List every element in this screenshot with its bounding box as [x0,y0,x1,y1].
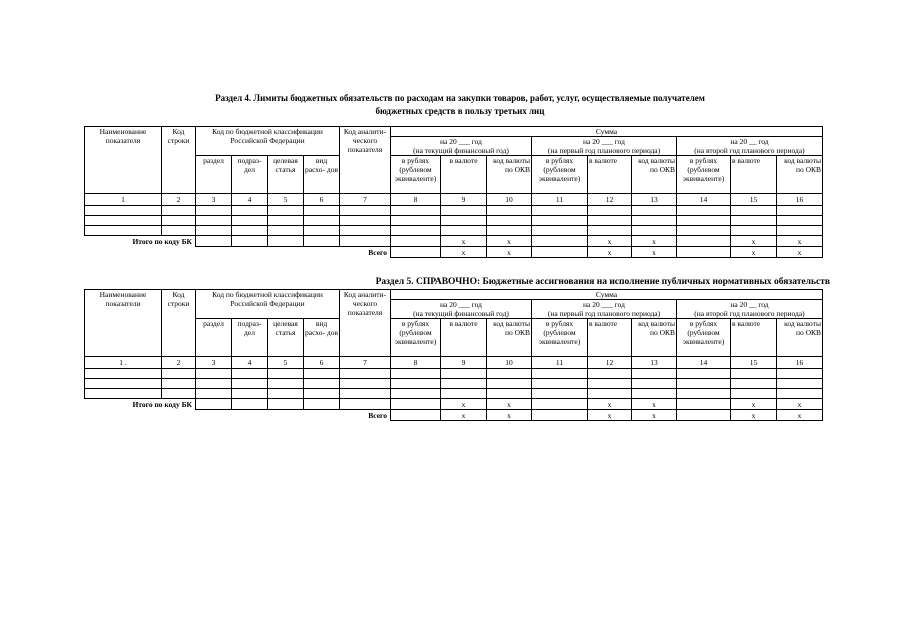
header-rub-3: в рублях (рублевом эквиваленте) [677,156,731,194]
col-num: 14 [677,357,731,369]
cell [731,369,777,379]
cell [588,226,632,236]
total-row [85,410,823,421]
cell [340,399,391,410]
header-subsection: подраз- дел [232,156,268,194]
cell [232,389,268,399]
cell [232,226,268,236]
header-expense-type: вид расхо- дов [304,156,340,194]
col-num: 1 [85,194,162,206]
section4-title [150,92,770,118]
cell [677,206,731,216]
cell [196,226,232,236]
col-num: 3 [196,194,232,206]
col-num: 3 [196,357,232,369]
total-label: Всего [368,247,387,257]
x-mark: x [731,410,777,421]
header-expense-type: вид расхо- дов [304,319,340,357]
section4-title-line1: Раздел 4. Лимиты бюджетных обязательств по расходам на закупки товаров, работ, услуг, осуществляемые получателем [215,93,705,103]
header-period2 [532,137,677,156]
cell [304,379,340,389]
col-num: 9 [441,194,487,206]
period2-year: на 20 ___ год [583,137,625,146]
cell [232,206,268,216]
cell [391,410,441,421]
cell [441,226,487,236]
cell [268,410,304,421]
x-mark: x [632,399,677,410]
cell [588,379,632,389]
col-num: 2 [162,194,196,206]
total-bk-row [85,399,823,410]
header-analytic-code: Код аналити- ческого показателя [340,127,391,194]
x-mark: x [777,247,823,258]
cell [677,216,731,226]
x-mark: x [588,236,632,247]
col-num: 11 [532,357,588,369]
col-num: 15 [731,194,777,206]
cell [632,226,677,236]
cell [232,369,268,379]
section4-title-line2: бюджетных средств в пользу третьих лиц [375,106,545,116]
header-subsection: подраз- дел [232,319,268,357]
cell [441,369,487,379]
cell [340,236,391,247]
cell [196,369,232,379]
cell [196,379,232,389]
col-num: 10 [487,194,532,206]
total-bk-row [85,236,823,247]
cell [677,226,731,236]
cell [487,226,532,236]
cell [232,399,268,410]
period3-desc: (на второй год планового периода) [694,309,805,318]
col-num: 12 [588,357,632,369]
cell [532,216,588,226]
header-period1 [391,137,532,156]
header-rub-2: в рублях (рублевом эквиваленте) [532,156,588,194]
header-currency-1: в валюте [441,156,487,194]
header-row-code: Код строки [162,290,196,357]
cell [532,379,588,389]
cell [532,410,588,421]
cell [268,247,304,258]
cell [588,389,632,399]
cell [85,206,162,216]
cell [391,236,441,247]
x-mark: x [777,399,823,410]
header-currency-2: в валюте [588,319,632,357]
header-rub-1: в рублях (рублевом эквиваленте) [391,319,441,357]
header-okv-1: код валюты по ОКВ [487,156,532,194]
x-mark: x [777,410,823,421]
x-mark: x [487,410,532,421]
cell [391,206,441,216]
table-row [85,216,823,226]
cell [340,206,391,216]
cell [731,206,777,216]
header-analytic-code: Код аналити- ческого показателя [340,290,391,357]
column-numbers-row [85,194,823,206]
col-num: 13 [632,194,677,206]
cell [777,206,823,216]
table-row [85,206,823,216]
period1-year: на 20 ___ год [440,300,482,309]
cell [196,399,232,410]
cell [391,216,441,226]
header-row-code: Код строки [162,127,196,194]
header-currency-2: в валюте [588,156,632,194]
cell [304,236,340,247]
x-mark: x [632,236,677,247]
cell [632,369,677,379]
header-rub-3: в рублях (рублевом эквиваленте) [677,319,731,357]
cell [232,216,268,226]
x-mark: x [441,410,487,421]
col-num: 4 [232,194,268,206]
header-period3 [677,300,823,319]
col-num: 11 [532,194,588,206]
x-mark: x [588,410,632,421]
cell [304,369,340,379]
cell [85,379,162,389]
header-currency-3: в валюте [731,319,777,357]
cell [532,389,588,399]
col-num: 1 . [85,357,162,369]
total-label: Всего [368,410,387,420]
header-bk-code: Код по бюджетной классификации Российской Федерации [196,127,340,156]
cell [232,410,268,421]
period2-desc: (на первый год планового периода) [547,309,661,318]
cell [196,206,232,216]
cell [304,389,340,399]
cell [268,226,304,236]
cell [268,389,304,399]
period1-year: на 20 ___ год [440,137,482,146]
cell [391,247,441,258]
col-num: 10 [487,357,532,369]
header-currency-1: в валюте [441,319,487,357]
period2-year: на 20 ___ год [583,300,625,309]
cell [268,206,304,216]
cell [232,379,268,389]
cell [232,236,268,247]
x-mark: x [632,247,677,258]
header-indicator-name: Наименование показателя [85,127,162,194]
total-bk-label: Итого по коду БК [132,236,192,246]
table-row [85,369,823,379]
cell [304,206,340,216]
header-okv-2: код валюты по ОКВ [632,156,677,194]
cell [196,216,232,226]
period1-desc: (на текущий финансовый год) [413,146,509,155]
col-num: 2 [162,357,196,369]
cell [196,236,232,247]
cell [532,236,588,247]
cell [196,389,232,399]
cell [268,236,304,247]
cell [677,236,731,247]
cell [391,399,441,410]
cell [391,379,441,389]
cell [441,389,487,399]
col-num: 16 [777,357,823,369]
cell [677,410,731,421]
col-num: 15 [731,357,777,369]
cell [162,379,196,389]
cell [162,226,196,236]
x-mark: x [731,236,777,247]
cell [85,226,162,236]
x-mark: x [487,247,532,258]
col-num: 14 [677,194,731,206]
cell [85,410,162,421]
header-okv-1: код валюты по ОКВ [487,319,532,357]
x-mark: x [731,247,777,258]
cell [532,399,588,410]
header-period1 [391,300,532,319]
header-okv-2: код валюты по ОКВ [632,319,677,357]
cell [677,247,731,258]
cell [268,399,304,410]
cell [487,379,532,389]
header-rub-2: в рублях (рублевом эквиваленте) [532,319,588,357]
cell [777,226,823,236]
cell [632,389,677,399]
col-num: 12 [588,194,632,206]
x-mark: x [487,236,532,247]
cell [340,216,391,226]
header-target: целевая статья [268,156,304,194]
header-okv-3: код валюты по ОКВ [777,319,823,357]
col-num: 8 [391,194,441,206]
x-mark: x [441,399,487,410]
header-rub-1: в рублях (рублевом эквиваленте) [391,156,441,194]
x-mark: x [731,399,777,410]
x-mark: x [588,247,632,258]
section5-title: Раздел 5. СПРАВОЧНО: Бюджетные ассигнования на исполнение публичных нормативных обязательств [375,277,830,287]
cell [731,379,777,389]
col-num: 7 [340,357,391,369]
cell [304,410,340,421]
cell [340,379,391,389]
header-target: целевая статья [268,319,304,357]
cell [632,206,677,216]
x-mark: x [441,236,487,247]
cell [162,369,196,379]
x-mark: x [632,410,677,421]
cell [391,389,441,399]
cell [677,389,731,399]
cell [532,369,588,379]
period3-year: на 20 __ год [730,300,769,309]
header-sum: Сумма [391,127,823,137]
x-mark: x [777,236,823,247]
cell [340,369,391,379]
cell [304,247,340,258]
header-section: раздел [196,319,232,357]
cell [588,206,632,216]
header-sum: Сумма [391,290,823,300]
col-num: 9 [441,357,487,369]
cell [304,399,340,410]
cell [391,369,441,379]
cell [162,206,196,216]
cell [731,226,777,236]
header-indicator-name: Наименование показатели [85,290,162,357]
x-mark: x [487,399,532,410]
cell [777,216,823,226]
cell [268,216,304,226]
column-numbers-row [85,357,823,369]
cell [85,389,162,399]
col-num: 16 [777,194,823,206]
cell [162,389,196,399]
section4-table [84,126,823,258]
cell [391,226,441,236]
cell [85,247,162,258]
header-period3 [677,137,823,156]
cell [532,206,588,216]
cell [677,379,731,389]
table-row [85,379,823,389]
cell [340,226,391,236]
cell [487,216,532,226]
cell [340,389,391,399]
header-section: раздел [196,156,232,194]
period1-desc: (на текущий финансовый год) [413,309,509,318]
cell [487,369,532,379]
cell [441,379,487,389]
total-bk-label: Итого по коду БК [132,399,192,409]
cell [588,216,632,226]
cell [162,216,196,226]
cell [632,216,677,226]
cell [731,216,777,226]
total-row [85,247,823,258]
cell [441,206,487,216]
cell [777,369,823,379]
table-row [85,226,823,236]
col-num: 7 [340,194,391,206]
cell [162,410,196,421]
col-num: 4 [232,357,268,369]
x-mark: x [441,247,487,258]
cell [196,410,232,421]
period2-desc: (на первый год планового периода) [547,146,661,155]
cell [232,247,268,258]
cell [532,226,588,236]
cell [268,379,304,389]
cell [196,247,232,258]
cell [632,379,677,389]
header-bk-code: Код по бюджетной классификации Российской Федерации [196,290,340,319]
header-currency-3: в валюте [731,156,777,194]
cell [777,379,823,389]
cell [85,216,162,226]
period3-desc: (на второй год планового периода) [694,146,805,155]
cell [162,247,196,258]
x-mark: x [588,399,632,410]
cell [677,399,731,410]
cell [304,216,340,226]
col-num: 8 [391,357,441,369]
table-row [85,389,823,399]
cell [441,216,487,226]
col-num: 13 [632,357,677,369]
cell [268,369,304,379]
cell [85,369,162,379]
col-num: 5 [268,357,304,369]
period3-year: на 20 __ год [730,137,769,146]
col-num: 6 [304,194,340,206]
cell [487,389,532,399]
cell [777,389,823,399]
section5-table [84,289,823,421]
cell [532,247,588,258]
cell [588,369,632,379]
header-okv-3: код валюты по ОКВ [777,156,823,194]
cell [677,369,731,379]
header-period2 [532,300,677,319]
cell [304,226,340,236]
col-num: 5 [268,194,304,206]
cell [731,389,777,399]
col-num: 6 [304,357,340,369]
cell [487,206,532,216]
